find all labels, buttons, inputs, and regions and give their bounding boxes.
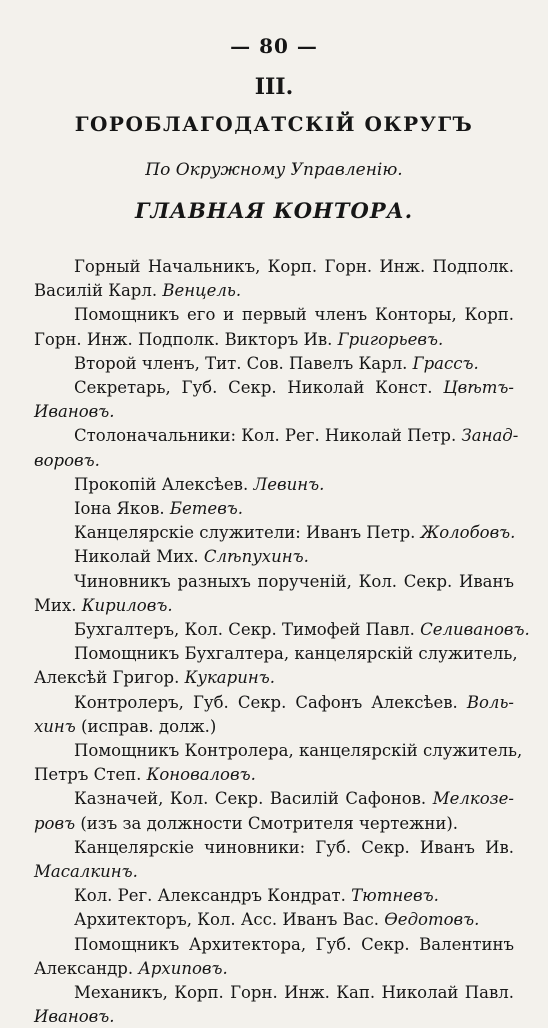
person-surname: хинъ <box>34 716 76 736</box>
text-line <box>34 401 514 423</box>
line-text: Помощникъ Бухгалтера, канцелярскій служитель, <box>74 644 518 664</box>
text-line <box>34 329 514 351</box>
text-line <box>34 1006 514 1028</box>
line-text: Помощникъ Контролера, канцелярскій служитель, <box>74 741 523 760</box>
line-text: Архитекторъ, Кол. Асс. Иванъ Вас. <box>74 910 385 930</box>
line-text: Контролеръ, Губ. Секр. Сафонъ Алексѣев. <box>74 692 467 712</box>
line-text: Мих. <box>34 595 82 615</box>
person-surname: Ивановъ. <box>34 402 115 422</box>
line-text: Александр. <box>34 958 139 978</box>
person-surname: Жолобовъ. <box>420 523 516 543</box>
person-surname: Занад- <box>461 426 519 446</box>
text-line <box>34 885 514 907</box>
text-line <box>34 643 518 665</box>
line-text: Помощникъ его и первый членъ Конторы, Корп. <box>74 305 514 325</box>
line-text: Механикъ, Корп. Горн. Инж. Кап. Николай Павл. <box>74 983 514 1002</box>
line-text: Горн. Инж. Подполк. Викторъ Ив. <box>34 329 338 349</box>
text-line <box>34 571 514 593</box>
line-text: Прокопій Алексѣев. <box>74 474 254 494</box>
person-surname: Кириловъ. <box>81 595 173 615</box>
text-line <box>34 522 514 544</box>
district-title: ГОРОБЛАГОДАТСКІЙ ОКРУГЪ <box>74 112 474 136</box>
person-surname: Коноваловъ. <box>146 765 256 785</box>
text-line <box>34 958 514 980</box>
person-surname: Ѳедотовъ. <box>384 910 480 930</box>
line-text: Канцелярскіе служители: Иванъ Петр. <box>74 523 421 543</box>
line-text: Канцелярскіе чиновники: Губ. Секр. Иванъ Ив. <box>74 837 514 857</box>
text-line <box>34 982 514 1004</box>
page-number: — 80 — <box>230 34 318 58</box>
person-surname: Тютневъ. <box>351 886 439 906</box>
person-surname: Бетевъ. <box>169 499 244 518</box>
line-text: Секретарь, Губ. Секр. Николай Конст. <box>74 378 444 397</box>
subtitle: По Окружному Управленію. <box>145 160 403 180</box>
line-text: Николай Мих. <box>74 547 204 567</box>
person-surname: Венцель. <box>162 281 242 301</box>
line-text: Іона Яков. <box>74 499 170 518</box>
person-surname: Ивановъ. <box>34 1007 115 1027</box>
text-line <box>34 280 514 302</box>
office-title: ГЛАВНАЯ КОНТОРА. <box>134 198 414 223</box>
line-text: Алексѣй Григор. <box>34 668 185 688</box>
line-text: Петръ Степ. <box>34 765 147 785</box>
line-text: Столоначальники: Кол. Рег. Николай Петр. <box>74 426 462 446</box>
person-surname: Кукаринъ. <box>184 668 275 688</box>
line-note: (исправ. долж.) <box>75 716 217 736</box>
text-line <box>34 546 514 568</box>
person-surname: Архиповъ. <box>138 958 228 978</box>
person-surname: Масалкинъ. <box>34 862 138 881</box>
text-line <box>34 353 514 375</box>
line-note: (изъ за должности Смотрителя чертежни). <box>75 813 459 833</box>
text-line <box>34 498 514 520</box>
text-line <box>34 619 530 641</box>
text-line <box>34 813 514 835</box>
section-number: III. <box>254 74 294 100</box>
text-line <box>34 764 514 786</box>
text-line <box>34 716 514 738</box>
text-line <box>34 909 514 931</box>
text-line <box>34 740 523 762</box>
text-line <box>34 692 514 714</box>
person-surname: Цвѣтъ- <box>443 378 514 397</box>
line-text: Чиновникъ разныхъ порученій, Кол. Секр. Иванъ <box>74 571 514 591</box>
text-line <box>34 450 514 472</box>
person-surname: Воль- <box>466 692 514 712</box>
text-line <box>34 304 514 326</box>
text-line <box>34 861 514 883</box>
person-surname: ровъ <box>34 813 76 833</box>
text-line <box>34 256 514 278</box>
line-text: Казначей, Кол. Секр. Василій Сафонов. <box>74 789 433 809</box>
text-line <box>34 474 514 496</box>
text-line <box>34 595 514 617</box>
person-surname: Грассъ. <box>412 353 479 373</box>
person-surname: Слѣпухинъ. <box>203 547 309 567</box>
line-text: Кол. Рег. Александръ Кондрат. <box>74 886 352 906</box>
line-text: Помощникъ Архитектора, Губ. Секр. Валентинъ <box>74 934 514 954</box>
text-line <box>34 934 514 956</box>
person-surname: воровъ. <box>34 450 100 470</box>
text-line <box>34 425 519 447</box>
person-surname: Левинъ. <box>253 474 325 494</box>
person-surname: Мелкозе- <box>432 789 514 809</box>
line-text: Горный Начальникъ, Корп. Горн. Инж. Подполк. <box>74 257 514 276</box>
line-text: Василій Карл. <box>34 281 163 301</box>
line-text: Второй членъ, Тит. Сов. Павелъ Карл. <box>74 353 413 373</box>
line-text: Бухгалтеръ, Кол. Секр. Тимофей Павл. <box>74 620 421 639</box>
text-line <box>34 788 514 810</box>
text-line <box>34 377 514 399</box>
text-line <box>34 667 514 689</box>
person-surname: Григорьевъ. <box>337 329 444 349</box>
person-surname: Селивановъ. <box>420 620 530 639</box>
text-line <box>34 837 514 859</box>
